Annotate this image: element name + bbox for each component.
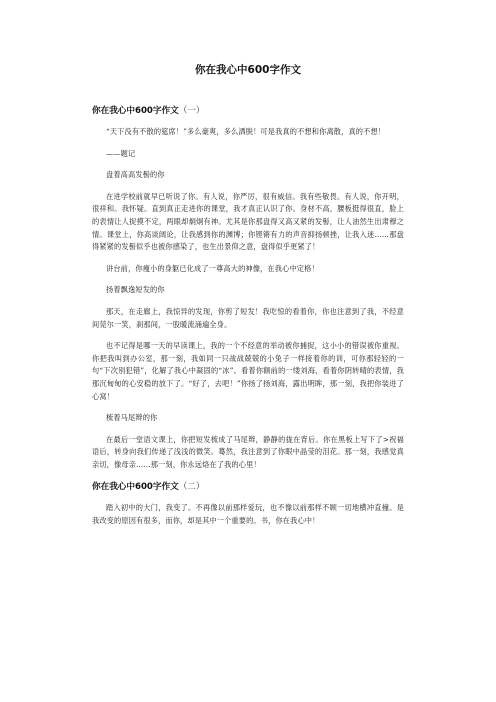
section-heading-number: （一） xyxy=(178,106,205,116)
paragraph: 踏入初中的大门，我变了。不再像以前那样爱玩，也不像以前那样不顾一切地横冲直撞。是我改变的原因有很多，而你，却是其中一个重要的。书，你在我心中！ xyxy=(92,503,404,526)
section-heading-text: 你在我心中600字作文 xyxy=(92,482,179,493)
subheading: 梳着马尾辫的你 xyxy=(106,413,158,423)
paragraph: “天下没有不散的筵席！”多么豪爽，多么洒脱！可是我真的不想和你离散，真的不想！ xyxy=(106,127,386,136)
section-heading-text: 你在我心中600字作文 xyxy=(92,106,179,116)
section-heading xyxy=(92,480,404,492)
section-1 xyxy=(92,104,404,471)
document-title: 你在我心中600字作文 xyxy=(195,64,301,76)
subheading: 扬着飘逸短发的你 xyxy=(106,285,165,295)
paragraph: 讲台前，你瘦小的身躯已化成了一尊高大的神像，在我心中定格！ xyxy=(106,263,319,273)
epigraph-label: ——题记 xyxy=(106,148,136,158)
section-heading xyxy=(92,104,404,116)
section-2 xyxy=(92,480,404,527)
subheading: 盘着高高发髻的你 xyxy=(106,170,165,180)
section-heading-number: （二） xyxy=(178,482,205,493)
paragraph: 在最后一堂语文课上，你把短发梳成了马尾辫，静静的拢在背后。你在黑板上写下了>祝福语后，转身向我们传递了浅浅的微笑。蓦然，我注意到了你眼中晶莹的泪花。那一刻，我感觉真亲切，像母亲……那一刻，你永远烙在了我的心里！ xyxy=(92,434,404,469)
paragraph: 在进学校前就早已听说了你。有人说，你严厉，很有威信。我有些敬畏。有人说，你开明，很祥和。我怀疑。直到真正走进你的课堂，我才真正认识了你。身材不高，腰板挺得很直，脸上的表情让人捉摸不定，两眼却炯炯有神。尤其是你那盘得又高又紧的发髻，让人油然生出肃穆之情。课堂上，你高谈阔论，让我感到你的渊博；你铿锵有力的声音抑扬顿挫，让我入迷……那盘得紧紧的发髻似乎也被你感染了，也生出景仰之意，盘得似乎更紧了！ xyxy=(92,191,404,252)
paragraph: 那天，在走廊上，我惊异的发现，你剪了短发！我吃惊的看着你，你也注意到了我，不经意间莞尔一笑，刹那间，一股暖流涌遍全身。 xyxy=(92,306,404,329)
paragraph: 也不记得是哪一天的早读课上，我的一个不经意的举动被你捕捉，这小小的错误被你重视。你把我叫到办公室，那一刻，我如同一只战战兢兢的小兔子一样接着你的训，可你那轻轻的一句“下次别犯错”，化解了我心中凝固的“冰”。看着你额前的一缕刘海，看着你阴转晴的表情，我那沉甸甸的心安稳的放下了。“好了，去吧！”你扬了扬刘海，露出明眸，那一刻，我把你装进了心窝！ xyxy=(92,341,404,401)
